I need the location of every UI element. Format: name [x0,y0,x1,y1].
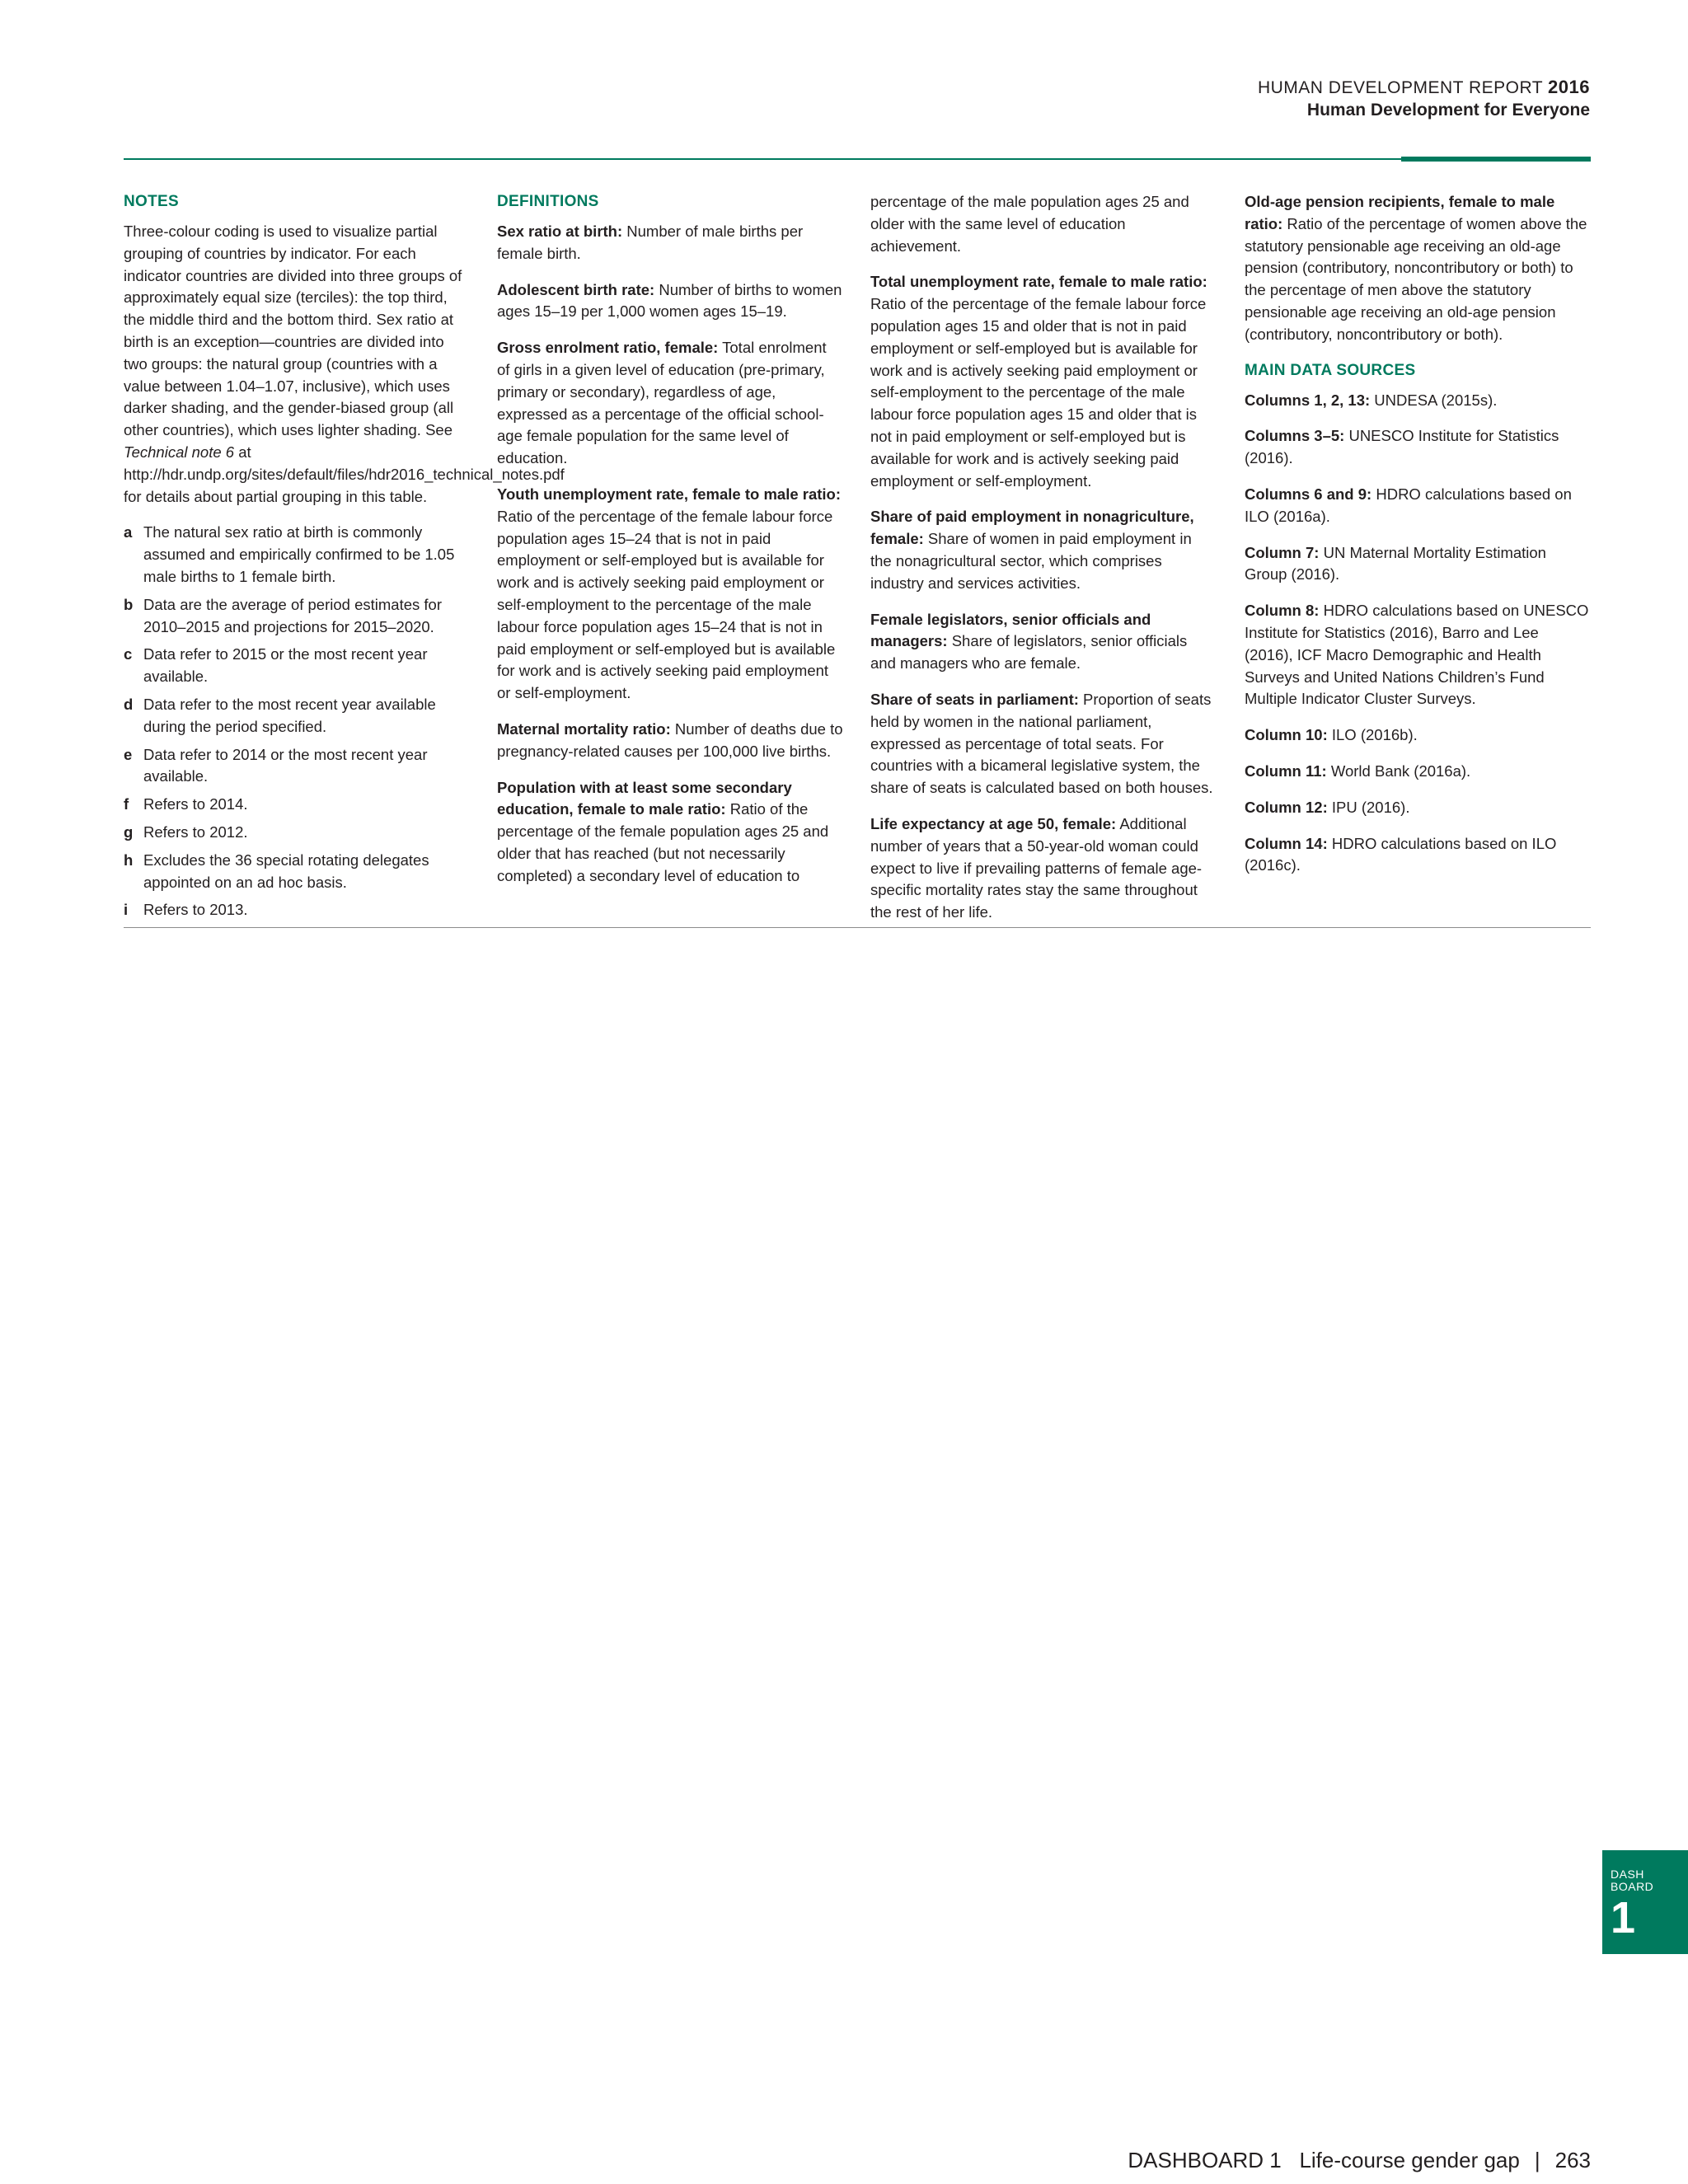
definition-item-text: Ratio of the percentage of the female population ages 25 and older that has reached (but not necessarily completed) a secondary level of education to [497,800,829,884]
notes-intro-reference: Technical note 6 [124,443,235,461]
definitions-list-continued [870,271,1217,924]
tab-label-line2: BOARD [1611,1880,1654,1893]
footnote-item [124,744,470,789]
footnote-key: c [124,645,133,663]
footer-section: DASHBOARD 1 [1128,2148,1282,2172]
footer-title: Life-course gender gap [1299,2148,1520,2172]
definition-item-text: Share of legislators, senior officials and managers who are female. [870,632,1188,673]
header-rule [124,158,1591,160]
definition-item [1245,191,1591,346]
footnote-key: g [124,823,134,841]
sources-list [1245,390,1591,878]
source-item [1245,425,1591,470]
source-item-term: Columns 6 and 9: [1245,485,1372,503]
notes-heading: NOTES [124,193,179,210]
definition-item-term: Maternal mortality ratio: [497,719,671,738]
tab-label [1611,1868,1653,1893]
source-item [1245,390,1591,412]
source-item-term: Column 11: [1245,762,1327,780]
footnote-list [124,522,470,921]
definition-continued: percentage of the male population ages 25 and older with the same level of education achievement. [870,193,1189,255]
definition-item [497,484,843,705]
page-footer [1128,2148,1591,2173]
definition-item-text: Number of births to women ages 15–19 per 1,000 women ages 15–19. [497,280,842,321]
footnote-key: f [124,795,129,813]
header-rule-accent [1401,157,1591,162]
tab-label-line1: DASH [1611,1868,1644,1881]
footer-separator: | [1534,2148,1540,2172]
source-item-term: Columns 3–5: [1245,427,1345,445]
footnote-item [124,644,470,688]
page-number: 263 [1554,2148,1591,2172]
definition-item-term: Life expectancy at age 50, female: [870,814,1117,832]
notes-intro-text: Three-colour coding is used to visualize partial grouping of countries by indicator. For each indicator countries are divided into three groups of approximately equal size (terciles): the top third, the middle third and the bottom third. Sex ratio at birth is an exception—countries are divided into two groups: the natural group (countries with a value between 1.04–1.07, inclusive), which uses darker shading, and the gender-biased group (all other countries), which uses lighter shading. See [124,223,462,439]
report-year: 2016 [1548,77,1590,97]
source-item [1245,484,1591,528]
footnote-key: b [124,595,134,613]
definition-item-term: Old-age pension recipients, female to male ratio: [1245,193,1555,232]
definition-item-text: Ratio of the percentage of women above the statutory pensionable age receiving an old-age pension (contributory, noncontributory or both) to the percentage of men above the statutory pensionable age receiving an old-age pension (contributory, noncontributory or both). [1245,214,1587,343]
report-title [1258,77,1590,99]
source-item-text: HDRO calculations based on ILO (2016a). [1245,485,1572,525]
running-header [1258,77,1590,122]
definition-item [870,689,1217,799]
source-item [1245,797,1591,819]
source-item-text: HDRO calculations based on ILO (2016c). [1245,834,1557,874]
footnote-key: e [124,745,133,763]
source-item-text: IPU (2016). [1327,798,1410,816]
definition-item [497,719,843,763]
source-item-term: Column 7: [1245,543,1320,561]
footnote-item [124,794,470,816]
definitions-column-continued [870,191,1217,938]
source-item-term: Column 8: [1245,602,1320,620]
source-item [1245,833,1591,878]
dashboard-tab [1602,1850,1688,1954]
definition-item-text: Proportion of seats held by women in the national parliament, expressed as percentage of total seats. For countries with a bicameral legislative system, the share of seats is calculated based on both houses. [870,690,1213,797]
definitions-list [497,221,843,888]
report-title-prefix: HUMAN DEVELOPMENT REPORT [1257,78,1549,97]
footnote-key: i [124,901,129,919]
footnote-text: Data are the average of period estimates for 2010–2015 and projections for 2015–2020. [143,595,442,635]
definition-item-text: Ratio of the percentage of the female labour force population ages 15 and older that is not in paid employment or self-employed but is available for work and is actively seeking paid employment or self-employment to the percentage of the male labour force population ages 15 and older that is not in paid employment or self-employed but is available for work and is actively seeking paid employment or self-employment. [870,295,1207,490]
definition-item-term: Adolescent birth rate: [497,280,655,298]
source-item-text: ILO (2016b). [1327,726,1418,744]
definition-item-text: Ratio of the percentage of the female labour force population ages 15–24 that is not in paid employment or self-employed but is available for work and is actively seeking paid employment or self-employment to the percentage of the male labour force population ages 15–24 that is not in paid employment or self-employed but is available for work and is actively seeking paid employment or self-employment. [497,507,836,702]
tab-number: 1 [1611,1893,1636,1943]
footnote-item [124,899,470,921]
notes-intro-text-end: at http://hdr.undp.org/sites/default/files/hdr2016_technical_notes.pdf for details about partial grouping in this table. [124,443,565,505]
source-item [1245,761,1591,783]
definition-item [870,813,1217,924]
definitions-list-final [1245,191,1591,346]
definition-item-term: Female legislators, senior officials and managers: [870,610,1151,650]
definition-item-text: Additional number of years that a 50-year-old woman could expect to live if prevailing patterns of female age-specific mortality rates stay the same throughout the rest of her life. [870,814,1203,921]
definition-item [497,279,843,324]
definition-item-text: Total enrolment of girls in a given level of education (pre-primary, primary or secondary), regardless of age, expressed as a percentage of the official school-age female population for the same level of education. [497,339,827,467]
definitions-column [497,191,843,902]
notes-intro [124,221,565,508]
footnote-key: h [124,851,134,869]
definition-item-term: Youth unemployment rate, female to male ratio: [497,485,842,503]
bottom-rule [124,927,1591,928]
footnote-text: Refers to 2013. [143,901,248,919]
source-item-text: World Bank (2016a). [1326,762,1471,780]
footnote-item [124,822,470,844]
footnote-text: Refers to 2012. [143,823,248,841]
source-item-term: Column 14: [1245,834,1328,852]
footnote-item [124,594,470,639]
definition-item [870,609,1217,675]
source-item-text: UN Maternal Mortality Estimation Group (2016). [1245,543,1546,583]
definition-item [870,271,1217,492]
definition-item-term: Share of paid employment in nonagriculture, female: [870,508,1194,548]
source-item [1245,542,1591,587]
footnote-text: Refers to 2014. [143,795,248,813]
definition-item [870,506,1217,594]
source-item-text: UNDESA (2015s). [1370,391,1498,409]
definition-item [497,337,843,470]
footnote-key: d [124,695,134,713]
definition-item-term: Sex ratio at birth: [497,223,623,240]
sources-column [1245,191,1591,891]
definition-item-term: Population with at least some secondary education, female to male ratio: [497,778,792,818]
source-item-text: HDRO calculations based on UNESCO Institute for Statistics (2016), Barro and Lee (2016), ICF Macro Demographic and Health Surveys and United Nations Children’s Fund Multiple Indicator Cluster Surveys. [1245,602,1589,708]
footnote-item [124,694,470,738]
source-item-text: UNESCO Institute for Statistics (2016). [1245,427,1559,467]
source-item-term: Columns 1, 2, 13: [1245,391,1371,409]
definition-item-term: Total unemployment rate, female to male ratio: [870,273,1207,291]
definition-item-text: Number of male births per female birth. [497,223,804,262]
footnote-key: a [124,523,133,541]
report-subtitle: Human Development for Everyone [1306,101,1590,120]
footnote-text: Data refer to 2015 or the most recent year available. [143,645,428,686]
definition-item-term: Share of seats in parliament: [870,690,1079,708]
definition-item-term: Gross enrolment ratio, female: [497,339,719,357]
source-item [1245,600,1591,710]
definition-item-text: Number of deaths due to pregnancy-related causes per 100,000 live births. [497,719,843,760]
footnote-item [124,522,470,588]
definitions-heading: DEFINITIONS [497,193,599,210]
footnote-item [124,850,470,894]
definition-item [497,777,843,888]
definition-item-text: Share of women in paid employment in the nonagricultural sector, which comprises industry and services activities. [870,530,1192,592]
source-item-term: Column 10: [1245,726,1328,744]
footnote-text: Data refer to the most recent year available during the period specified. [143,695,436,735]
footnote-text: The natural sex ratio at birth is commonly assumed and empirically confirmed to be 1.05 male births to 1 female birth. [143,523,455,585]
source-item-term: Column 12: [1245,798,1328,816]
sources-heading: MAIN DATA SOURCES [1245,361,1416,379]
definition-item [497,221,843,265]
footnote-text: Excludes the 36 special rotating delegates appointed on an ad hoc basis. [143,851,429,891]
footnote-text: Data refer to 2014 or the most recent year available. [143,745,428,785]
source-item [1245,724,1591,747]
